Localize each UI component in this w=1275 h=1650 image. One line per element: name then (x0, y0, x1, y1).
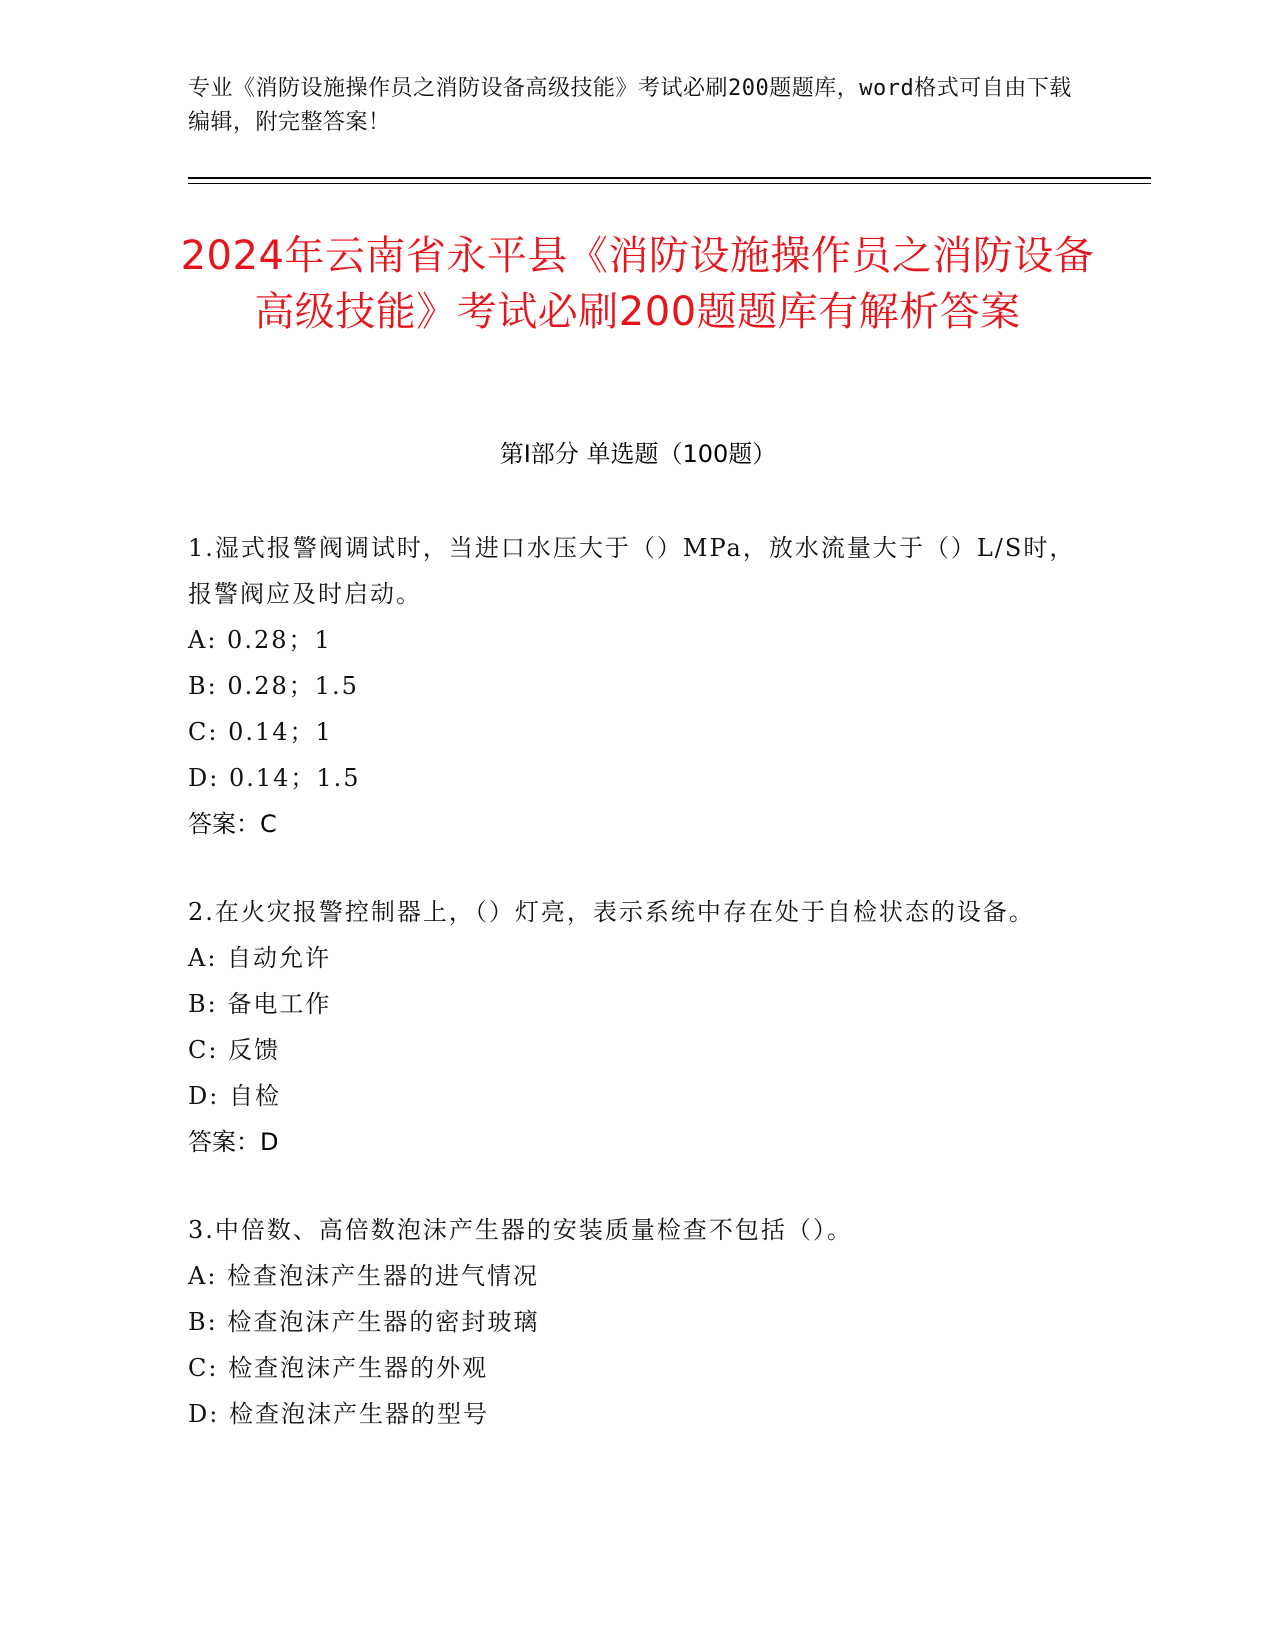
question-1 (188, 525, 1088, 847)
option-d: D: 自检 (188, 1082, 281, 1110)
header-divider-thick (188, 177, 1151, 179)
option-b: B: 检查泡沫产生器的密封玻璃 (188, 1308, 540, 1336)
option-c: C: 反馈 (188, 1036, 281, 1064)
section-title: 第I部分 单选题（100题） (499, 440, 777, 468)
option-a: A: 检查泡沫产生器的进气情况 (188, 1262, 540, 1290)
question-list (188, 525, 1088, 1479)
option-c: C: 0.14；1 (188, 718, 333, 746)
option-c: C: 检查泡沫产生器的外观 (188, 1354, 489, 1382)
option-a: A: 自动允许 (188, 944, 332, 972)
header-divider-thin (188, 183, 1151, 184)
document-title: 2024年云南省永平县《消防设施操作员之消防设备高级技能》考试必刷200题题库有解析答案 (180, 233, 1095, 335)
question-text: 1.湿式报警阀调试时，当进口水压大于（）MPa，放水流量大于（）L/S时，报警阀应及时启动。 (188, 534, 1076, 608)
question-3 (188, 1207, 1088, 1437)
header-note: 专业《消防设施操作员之消防设备高级技能》考试必刷200题题库，word格式可自由下载编辑，附完整答案！ (188, 76, 1072, 135)
answer: 答案：C (188, 810, 277, 838)
answer: 答案：D (188, 1128, 279, 1156)
option-a: A: 0.28；1 (188, 626, 332, 654)
option-d: D: 检查泡沫产生器的型号 (188, 1400, 489, 1428)
question-text: 3.中倍数、高倍数泡沫产生器的安装质量检查不包括（）。 (188, 1216, 853, 1244)
option-d: D: 0.14；1.5 (188, 764, 361, 792)
question-text: 2.在火灾报警控制器上，（）灯亮，表示系统中存在处于自检状态的设备。 (188, 898, 1035, 926)
question-2 (188, 889, 1088, 1165)
option-b: B: 备电工作 (188, 990, 332, 1018)
option-b: B: 0.28；1.5 (188, 672, 359, 700)
